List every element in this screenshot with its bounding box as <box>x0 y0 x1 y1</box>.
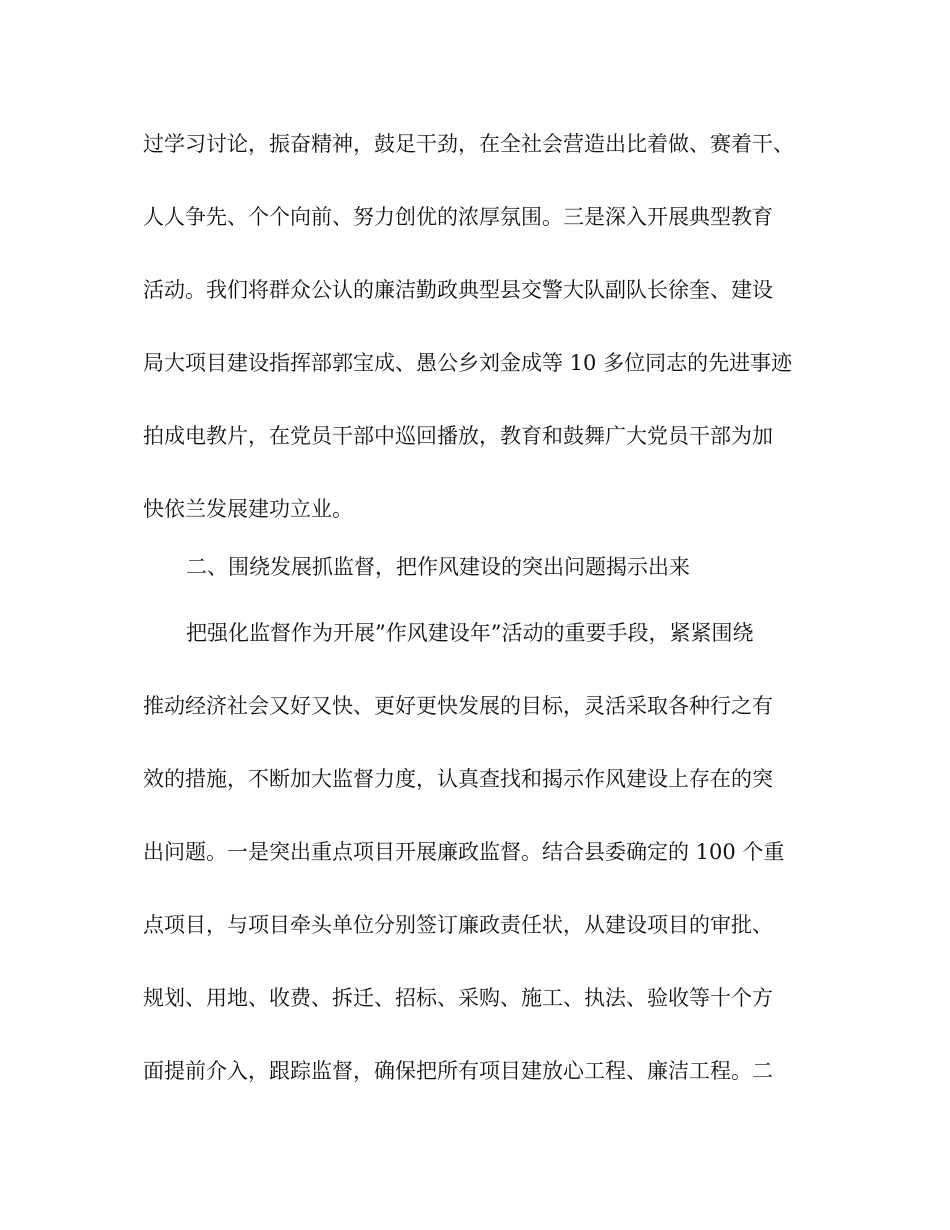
body-text-line: 效的措施，不断加大监督力度，认真查找和揭示作风建设上存在的突 <box>143 767 773 791</box>
body-text-line: 点项目，与项目牵头单位分别签订廉政责任状，从建设项目的审批、 <box>143 913 773 937</box>
body-text-line: 拍成电教片，在党员干部中巡回播放，教育和鼓舞广大党员干部为加 <box>143 424 773 448</box>
body-text-line: 推动经济社会又好又快、更好更快发展的目标，灵活采取各种行之有 <box>143 694 773 718</box>
body-text-line: 过学习讨论，振奋精神，鼓足干劲，在全社会营造出比着做、赛着干、 <box>143 132 794 156</box>
body-text-line: 活动。我们将群众公认的廉洁勤政典型县交警大队副队长徐奎、建设 <box>143 278 773 302</box>
paragraph-first-line: 把强化监督作为开展”作风建设年”活动的重要手段，紧紧围绕 <box>186 621 754 645</box>
body-text-line: 出问题。一是突出重点项目开展廉政监督。结合县委确定的 100 个重 <box>143 840 785 864</box>
section-heading: 二、围绕发展抓监督，把作风建设的突出问题揭示出来 <box>186 555 690 579</box>
body-text-line: 局大项目建设指挥部郭宝成、愚公乡刘金成等 10 多位同志的先进事迹 <box>143 351 793 375</box>
body-text-line: 面提前介入，跟踪监督，确保把所有项目建放心工程、廉洁工程。二 <box>143 1059 773 1083</box>
body-text-line: 快依兰发展建功立业。 <box>143 497 353 521</box>
body-text-line: 规划、用地、收费、拆迁、招标、采购、施工、执法、验收等十个方 <box>143 986 773 1010</box>
body-text-line: 人人争先、个个向前、努力创优的浓厚氛围。三是深入开展典型教育 <box>143 205 773 229</box>
